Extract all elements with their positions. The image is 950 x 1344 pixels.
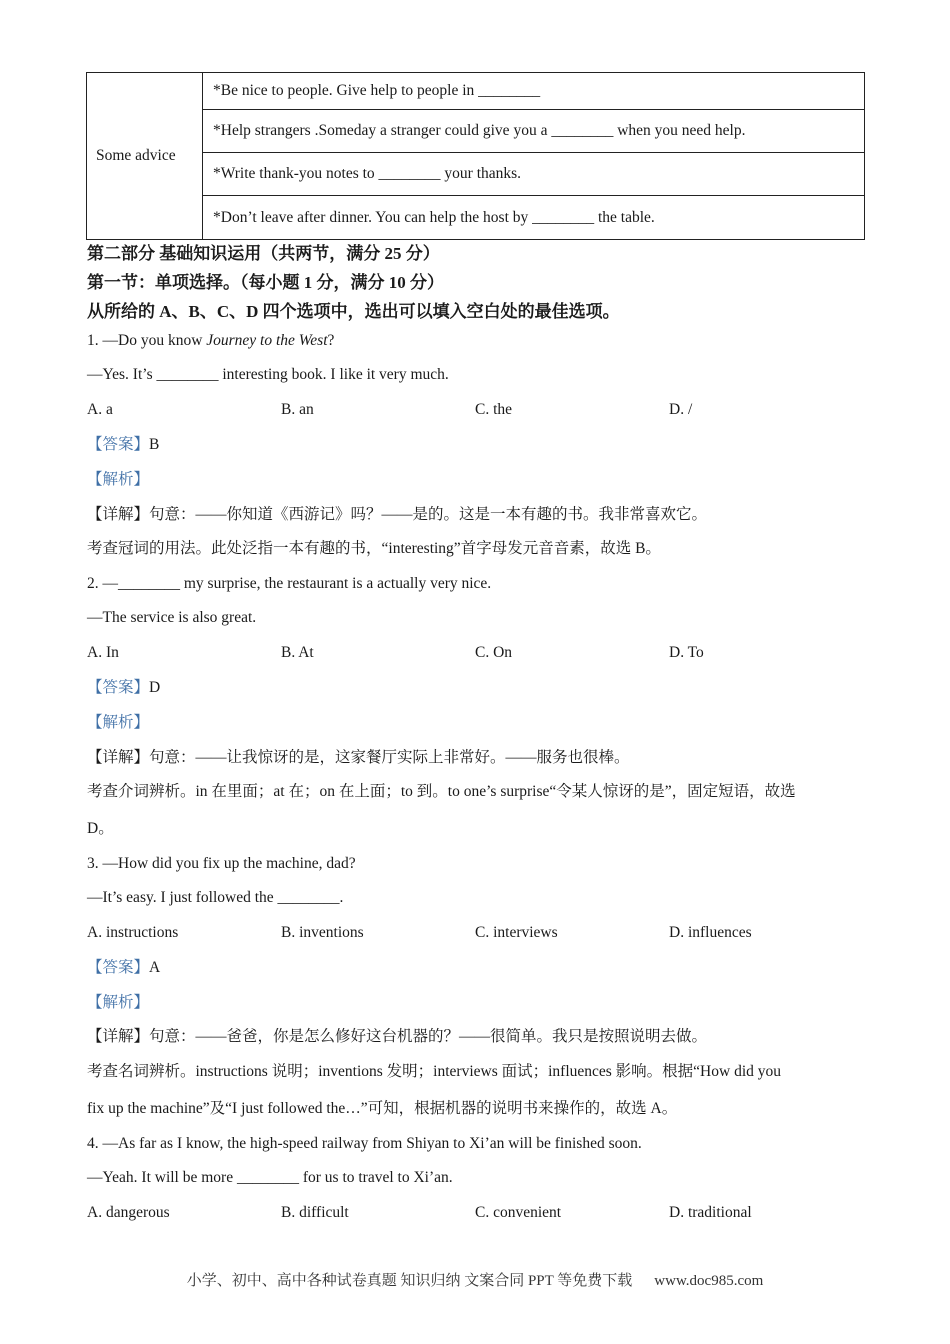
part-heading: 第二部分 基础知识运用（共两节，满分 25 分） xyxy=(87,244,440,263)
option-d: D. traditional xyxy=(669,1204,752,1221)
option-d: D. / xyxy=(669,401,693,418)
option-a: A. instructions xyxy=(87,924,179,941)
instruction-heading: 从所给的 A、B、C、D 四个选项中，选出可以填入空白处的最佳选项。 xyxy=(87,302,620,321)
answer-3: 【答案】A xyxy=(87,959,161,976)
option-d: D. To xyxy=(669,644,704,661)
option-c: C. On xyxy=(475,644,513,661)
question-1: 1. —Do you know Journey to the West? xyxy=(87,332,335,349)
detail-1: 【详解】句意：——你知道《西游记》吗？——是的。这是一本有趣的书。我非常喜欢它。 xyxy=(87,506,708,523)
option-c: C. the xyxy=(475,401,513,418)
page-footer xyxy=(0,1269,950,1290)
advice-row: *Don’t leave after dinner. You can help the host by ________ the table. xyxy=(203,196,865,240)
explain-3: 考查名词辨析。instructions 说明；inventions 发明；interviews 面试；influences 影响。根据“How did you xyxy=(87,1063,781,1080)
option-a: A. dangerous xyxy=(87,1204,170,1221)
option-b: B. an xyxy=(281,401,314,418)
answer-1: 【答案】B xyxy=(87,436,160,453)
option-d: D. influences xyxy=(669,924,752,941)
detail-2: 【详解】句意：——让我惊讶的是，这家餐厅实际上非常好。——服务也很棒。 xyxy=(87,749,630,766)
detail-3: 【详解】句意：——爸爸，你是怎么修好这台机器的？——很简单。我只是按照说明去做。 xyxy=(87,1028,708,1045)
explain-1: 考查冠词的用法。此处泛指一本有趣的书，“interesting”首字母发元音音素，故选 B。 xyxy=(87,540,661,557)
footer-text: 小学、初中、高中各种试卷真题 知识归纳 文案合同 PPT 等免费下载 xyxy=(186,1273,633,1289)
option-b: B. At xyxy=(281,644,314,661)
reply-2: —The service is also great. xyxy=(87,609,257,626)
explain-2-cont: D。 xyxy=(87,820,114,837)
option-b: B. inventions xyxy=(281,924,364,941)
footer-url[interactable]: www.doc985.com xyxy=(654,1273,764,1289)
analysis-label: 【解析】 xyxy=(87,714,150,731)
reply-1: —Yes. It’s ________ interesting book. I like it very much. xyxy=(87,366,449,383)
analysis-label: 【解析】 xyxy=(87,994,150,1011)
option-a: A. In xyxy=(87,644,119,661)
advice-label: Some advice xyxy=(87,73,203,240)
question-4: 4. —As far as I know, the high-speed railway from Shiyan to Xi’an will be finished soon. xyxy=(87,1135,642,1152)
advice-table xyxy=(86,72,865,240)
question-2: 2. —________ my surprise, the restaurant is a actually very nice. xyxy=(87,575,492,592)
explain-2: 考查介词辨析。in 在里面；at 在；on 在上面；to 到。to one’s surprise“令某人惊讶的是”，固定短语，故选 xyxy=(87,783,796,800)
analysis-label: 【解析】 xyxy=(87,471,150,488)
reply-3: —It’s easy. I just followed the ________. xyxy=(87,889,344,906)
advice-row: *Be nice to people. Give help to people in ________ xyxy=(203,73,865,110)
explain-3-cont: fix up the machine”及“I just followed the…”可知，根据机器的说明书来操作的，故选 A。 xyxy=(87,1100,678,1117)
option-a: A. a xyxy=(87,401,113,418)
option-b: B. difficult xyxy=(281,1204,349,1221)
advice-row: *Write thank-you notes to ________ your thanks. xyxy=(203,153,865,196)
option-c: C. interviews xyxy=(475,924,558,941)
reply-4: —Yeah. It will be more ________ for us to travel to Xi’an. xyxy=(87,1169,453,1186)
answer-2: 【答案】D xyxy=(87,679,161,696)
advice-row: *Help strangers .Someday a stranger could give you a ________ when you need help. xyxy=(203,110,865,153)
question-3: 3. —How did you fix up the machine, dad? xyxy=(87,855,356,872)
section-heading: 第一节：单项选择。（每小题 1 分，满分 10 分） xyxy=(87,273,444,292)
option-c: C. convenient xyxy=(475,1204,562,1221)
book-title: Journey to the West xyxy=(206,332,328,349)
